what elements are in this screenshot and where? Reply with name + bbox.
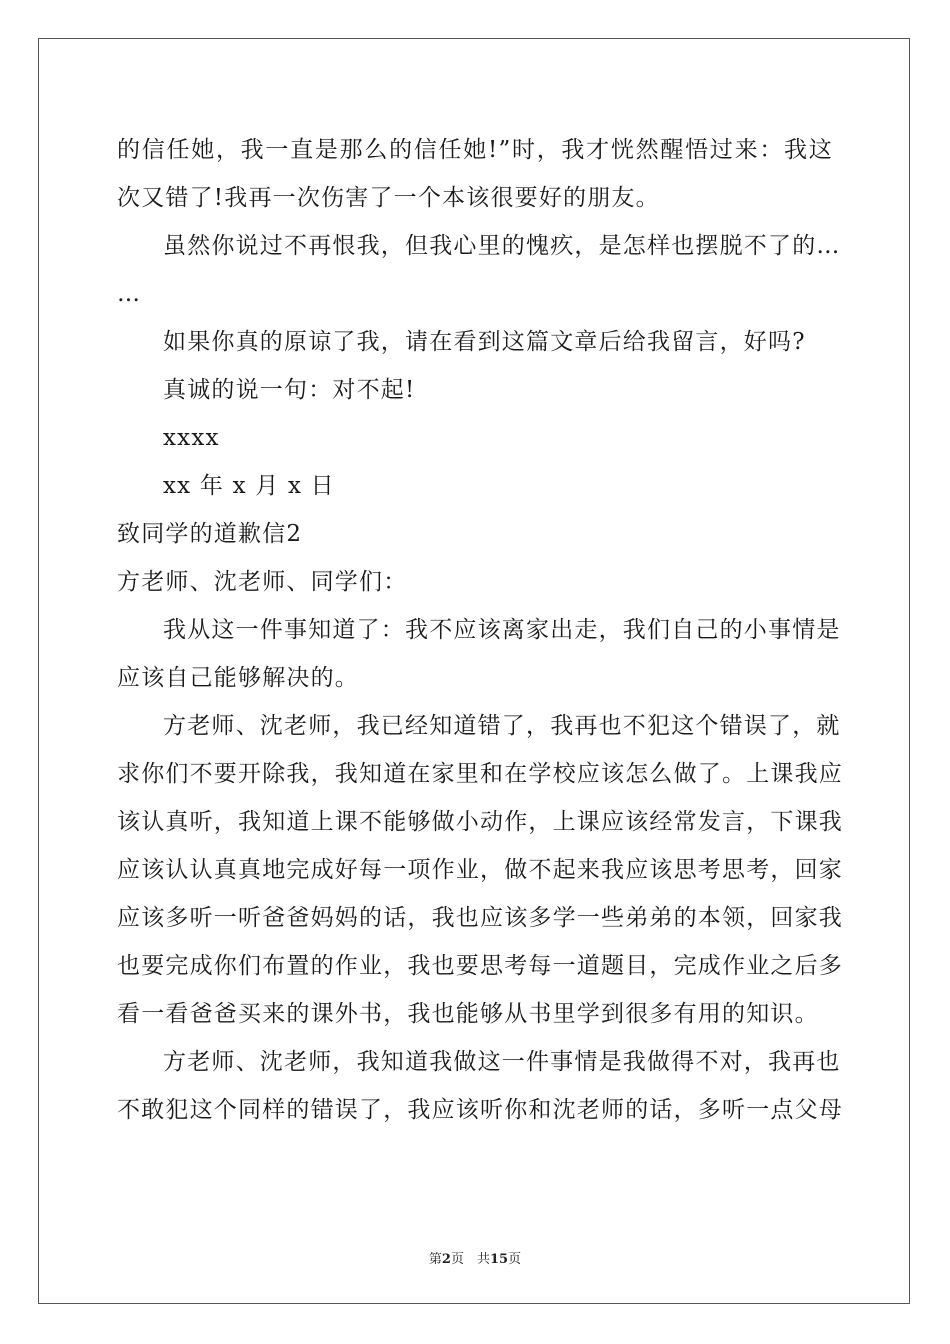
text-line: 方老师、沈老师，我已经知道错了，我再也不犯这个错误了，就 (163, 713, 841, 739)
page-prefix: 第 (428, 1252, 442, 1267)
page-suffix: 页 (508, 1252, 522, 1267)
text-line: 应该认认真真地完成好每一项作业，做不起来我应该思考思考，回家 (117, 857, 843, 883)
text-line: … (117, 281, 142, 307)
text-line: 不敢犯这个同样的错误了，我应该听你和沈老师的话，多听一点父母 (117, 1097, 843, 1123)
text-line: 真诚的说一句：对不起! (163, 377, 416, 403)
document-body (117, 126, 843, 1134)
text-line: 看一看爸爸买来的课外书，我也能够从书里学到很多有用的知识。 (117, 1001, 819, 1027)
text-line: 虽然你说过不再恨我，但我心里的愧疚，是怎样也摆脱不了的… (163, 233, 841, 259)
text-line: 也要完成你们布置的作业，我也要思考每一道题目，完成作业之后多 (117, 953, 843, 979)
text-line: 如果你真的原谅了我，请在看到这篇文章后给我留言，好吗? (163, 329, 806, 355)
page-mid: 页 共 (450, 1252, 490, 1267)
section-title: 致同学的道歉信2 (117, 521, 303, 547)
total-page-number: 15 (489, 1252, 509, 1267)
signature-date: xx 年 x 月 x 日 (163, 473, 335, 499)
text-line: 的信任她，我一直是那么的信任她!”时，我才恍然醒悟过来：我这 (117, 137, 833, 163)
text-line: 应该自己能够解决的。 (117, 665, 359, 691)
text-line: 求你们不要开除我，我知道在家里和在学校应该怎么做了。上课我应 (117, 761, 843, 787)
text-line: 方老师、沈老师，我知道我做这一件事情是我做得不对，我再也 (163, 1049, 841, 1075)
text-line: 我从这一件事知道了：我不应该离家出走，我们自己的小事情是 (163, 617, 841, 643)
text-line: 该认真听，我知道上课不能够做小动作，上课应该经常发言，下课我 (117, 809, 843, 835)
salutation: 方老师、沈老师、同学们： (117, 569, 408, 595)
signature-name: xxxx (163, 425, 220, 451)
text-line: 次又错了!我再一次伤害了一个本该很要好的朋友。 (117, 185, 660, 211)
page-footer (0, 1248, 950, 1267)
current-page-number: 2 (441, 1252, 451, 1267)
text-line: 应该多听一听爸爸妈妈的话，我也应该多学一些弟弟的本领，回家我 (117, 905, 843, 931)
